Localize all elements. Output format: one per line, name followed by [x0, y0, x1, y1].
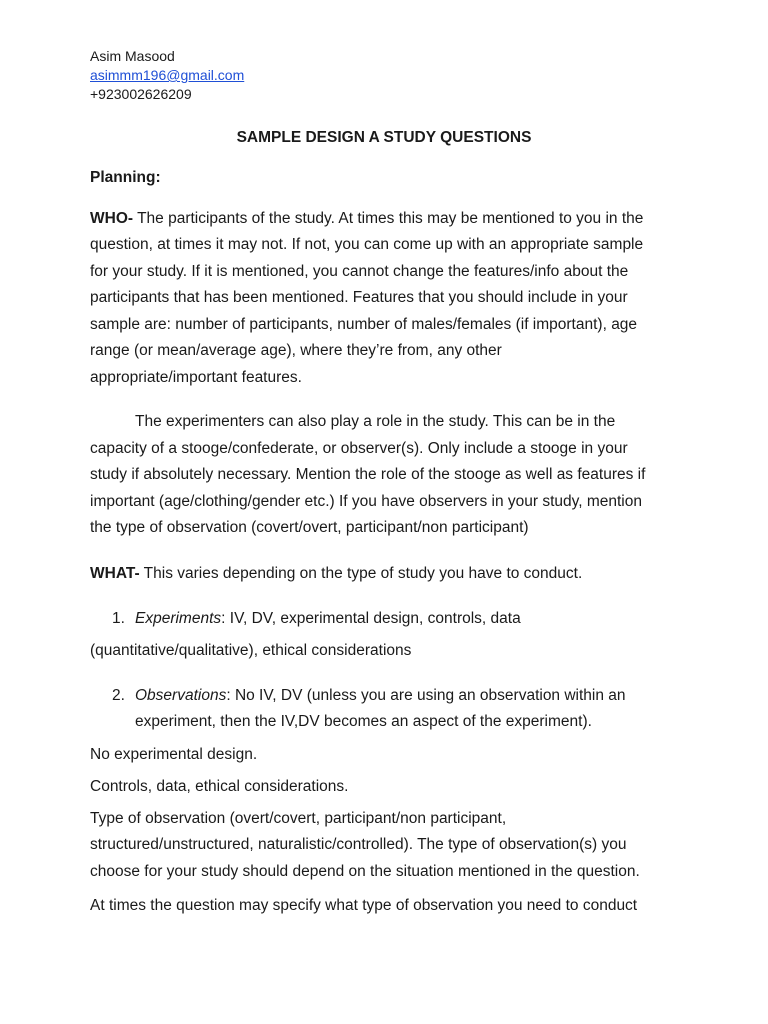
- list-item-1: [135, 609, 521, 629]
- at-times-line: At times the question may specify what type of observation you need to conduct: [90, 897, 638, 914]
- list-item-1-term: Experiments: [135, 610, 222, 627]
- who-label: WHO-: [90, 210, 134, 227]
- what-label: WHAT-: [90, 565, 140, 582]
- who-line-4: participants that has been mentioned. Features that you should include in your: [90, 289, 628, 306]
- who-line-5: sample are: number of participants, number of males/females (if important), age: [90, 316, 638, 333]
- author-email-link[interactable]: asimmm196@gmail.com: [90, 67, 245, 83]
- who-line-6: range (or mean/average age), where they’re from, any other: [90, 342, 502, 359]
- who-text-1: The participants of the study. At times this may be mentioned to you in the: [133, 210, 644, 227]
- document-title: SAMPLE DESIGN A STUDY QUESTIONS: [236, 129, 532, 146]
- list-item-1-line-2: (quantitative/qualitative), ethical considerations: [90, 642, 412, 659]
- experimenters-line-3: study if absolutely necessary. Mention the role of the stooge as well as features if: [90, 466, 646, 483]
- list-item-2: [135, 686, 626, 706]
- observation-type-line-3: choose for your study should depend on the situation mentioned in the question.: [90, 863, 640, 880]
- list-item-2-line-2: experiment, then the IV,DV becomes an aspect of the experiment).: [135, 713, 592, 730]
- experimenters-line-4: important (age/clothing/gender etc.) If you have observers in your study, mention: [90, 493, 642, 510]
- author-name: Asim Masood: [90, 48, 175, 64]
- list-number-2: 2.: [112, 687, 125, 704]
- author-email-line: [90, 66, 244, 84]
- who-line-2: question, at times it may not. If not, you can come up with an appropriate sample: [90, 236, 644, 253]
- experimenters-line-5: the type of observation (covert/overt, participant/non participant): [90, 519, 529, 536]
- controls-line: Controls, data, ethical considerations.: [90, 778, 349, 795]
- author-phone: +923002626209: [90, 86, 192, 102]
- who-line-3: for your study. If it is mentioned, you cannot change the features/info about the: [90, 263, 629, 280]
- list-number-1: 1.: [112, 610, 125, 627]
- observation-type-line-1: Type of observation (overt/covert, participant/non participant,: [90, 810, 507, 827]
- experimenters-line-2: capacity of a stooge/confederate, or observer(s). Only include a stooge in your: [90, 440, 628, 457]
- list-item-2-rest: : No IV, DV (unless you are using an observation within an: [226, 687, 626, 704]
- what-text: This varies depending on the type of study you have to conduct.: [139, 565, 583, 582]
- who-line-1: [90, 209, 643, 229]
- planning-heading: Planning:: [90, 169, 161, 186]
- what-line: [90, 564, 582, 584]
- who-line-7: appropriate/important features.: [90, 369, 302, 386]
- observation-type-line-2: structured/unstructured, naturalistic/controlled). The type of observation(s) you: [90, 836, 627, 853]
- list-item-2-term: Observations: [135, 687, 227, 704]
- no-experimental-design: No experimental design.: [90, 746, 258, 763]
- experimenters-line-1: The experimenters can also play a role in the study. This can be in the: [135, 413, 616, 430]
- list-item-1-rest: : IV, DV, experimental design, controls, data: [221, 610, 521, 627]
